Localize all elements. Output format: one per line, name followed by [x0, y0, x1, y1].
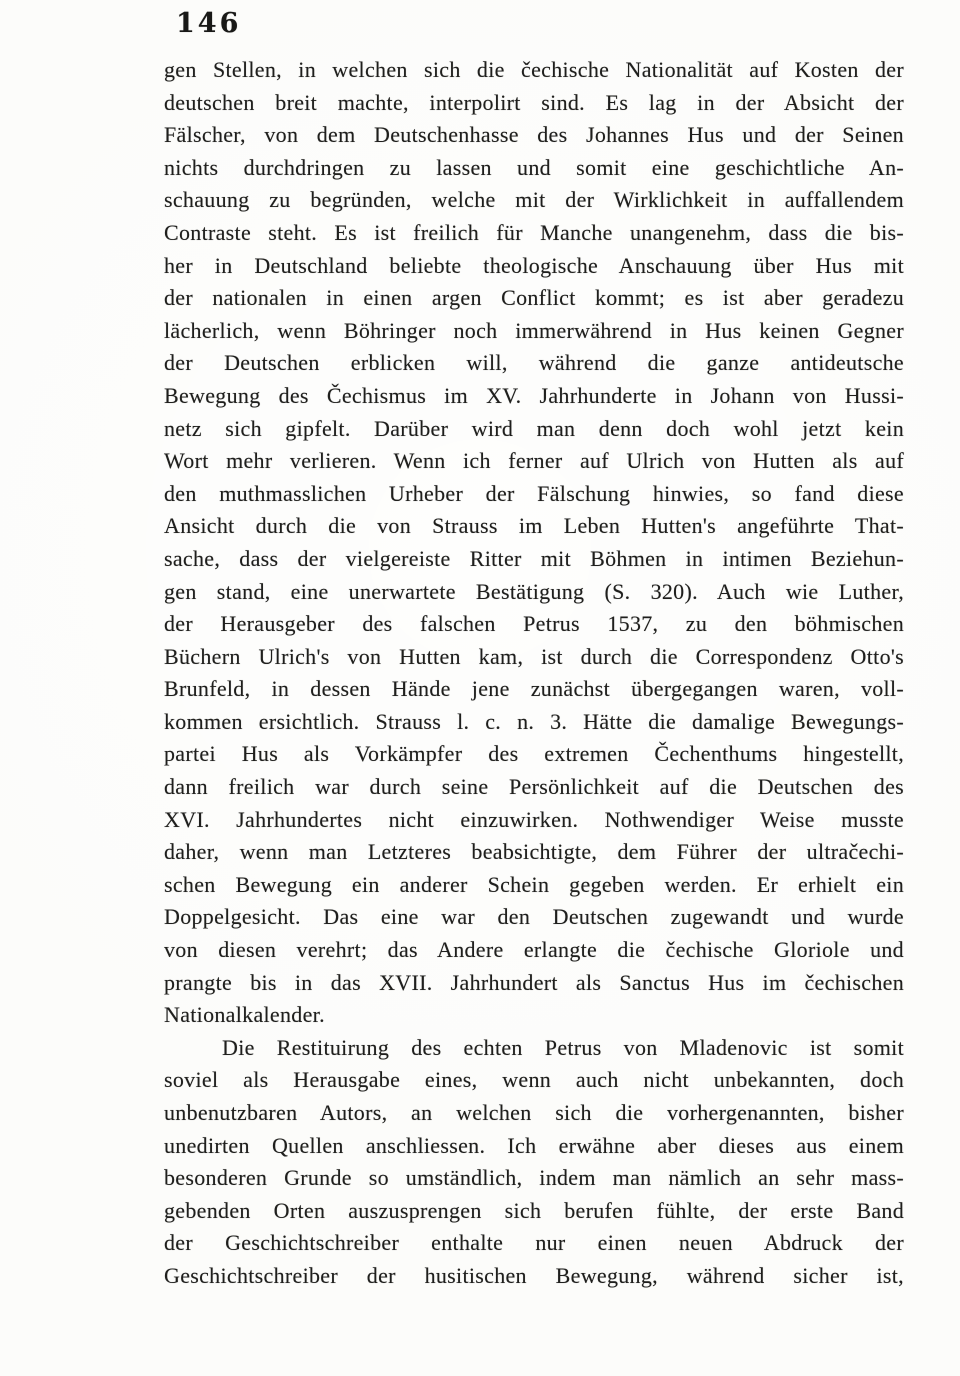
- text-line: gebenden Orten auszusprengen sich berufen fühlte, der erste Band: [164, 1197, 904, 1223]
- text-line: daher, wenn man Letzteres beabsichtigte, dem Führer der ultračechi-: [164, 839, 904, 865]
- text-line: schen Bewegung ein anderer Schein gegeben werden. Er erhielt ein: [164, 871, 904, 897]
- text-line: Büchern Ulrich's von Hutten kam, ist durch die Correspondenz Otto's: [164, 643, 904, 669]
- text-line: Geschichtschreiber der husitischen Bewegung, während sicher ist,: [164, 1262, 904, 1288]
- text-line: schauung zu begründen, welche mit der Wirklichkeit in auffallendem: [164, 187, 904, 213]
- text-line: prangte bis in das XVII. Jahrhundert als Sanctus Hus im čechischen: [164, 969, 904, 995]
- text-line-paragraph-end: Nationalkalender.: [164, 1002, 325, 1028]
- text-line-paragraph-start: Die Restituirung des echten Petrus von Mladenovic ist somit: [222, 1034, 904, 1060]
- text-line: netz sich gipfelt. Darüber wird man denn doch wohl jetzt kein: [164, 415, 904, 441]
- text-line: unbenutzbaren Autors, an welchen sich die vorhergenannten, bisher: [164, 1100, 904, 1125]
- body-text: [164, 54, 904, 1293]
- text-line: der Deutschen erblicken will, während die ganze antideutsche: [164, 350, 904, 376]
- text-line: Doppelgesicht. Das eine war den Deutschen zugewandt und wurde: [164, 904, 904, 930]
- text-line: her in Deutschland beliebte theologische Anschauung über Hus mit: [164, 252, 904, 278]
- text-line: nichts durchdringen zu lassen und somit eine geschichtliche An-: [164, 154, 904, 180]
- text-line: von diesen verehrt; das Andere erlangte die čechische Gloriole und: [164, 937, 904, 963]
- text-line: gen stand, eine unerwartete Bestätigung (S. 320). Auch wie Luther,: [164, 578, 904, 604]
- text-line: Ansicht durch die von Strauss im Leben Hutten's angeführte That-: [164, 513, 904, 539]
- text-line: Bewegung des Čechismus im XV. Jahrhunderte in Johann von Hussi-: [164, 382, 904, 408]
- text-line: der Herausgeber des falschen Petrus 1537, zu den böhmischen: [164, 611, 904, 637]
- text-line: Wort mehr verlieren. Wenn ich ferner auf Ulrich von Hutten als auf: [164, 448, 904, 474]
- text-line: XVI. Jahrhundertes nicht einzuwirken. Nothwendiger Weise musste: [164, 806, 904, 832]
- text-line: der nationalen in einen argen Conflict kommt; es ist aber geradezu: [164, 285, 904, 311]
- text-line: unedirten Quellen anschliessen. Ich erwähne aber dieses aus einem: [164, 1132, 904, 1158]
- text-line: Brunfeld, in dessen Hände jene zunächst übergegangen waren, voll-: [164, 676, 904, 702]
- text-line: Fälscher, von dem Deutschenhasse des Johannes Hus und der Seinen: [164, 122, 904, 148]
- text-line: sache, dass der vielgereiste Ritter mit Böhmen in intimen Beziehun-: [164, 545, 904, 571]
- text-line: deutschen breit machte, interpolirt sind. Es lag in der Absicht der: [164, 89, 904, 115]
- text-line: Contraste steht. Es ist freilich für Manche unangenehm, dass die bis-: [164, 219, 904, 245]
- text-line: partei Hus als Vorkämpfer des extremen Čechenthums hingestellt,: [164, 741, 904, 767]
- text-line: gen Stellen, in welchen sich die čechische Nationalität auf Kosten der: [164, 57, 904, 82]
- text-line: lächerlich, wenn Böhringer noch immerwährend in Hus keinen Gegner: [164, 317, 904, 343]
- page-number: 146: [176, 8, 242, 39]
- text-line: soviel als Herausgabe eines, wenn auch nicht unbekannten, doch: [164, 1067, 904, 1093]
- text-line: den muthmasslichen Urheber der Fälschung hinwies, so fand diese: [164, 480, 904, 506]
- text-line: der Geschichtschreiber enthalte nur einen neuen Abdruck der: [164, 1230, 904, 1256]
- text-line: dann freilich war durch seine Persönlichkeit auf die Deutschen des: [164, 774, 904, 800]
- text-line: kommen ersichtlich. Strauss l. c. n. 3. Hätte die damalige Bewegungs-: [164, 708, 904, 734]
- text-line: besonderen Grunde so umständlich, indem man nämlich an sehr mass-: [164, 1165, 904, 1191]
